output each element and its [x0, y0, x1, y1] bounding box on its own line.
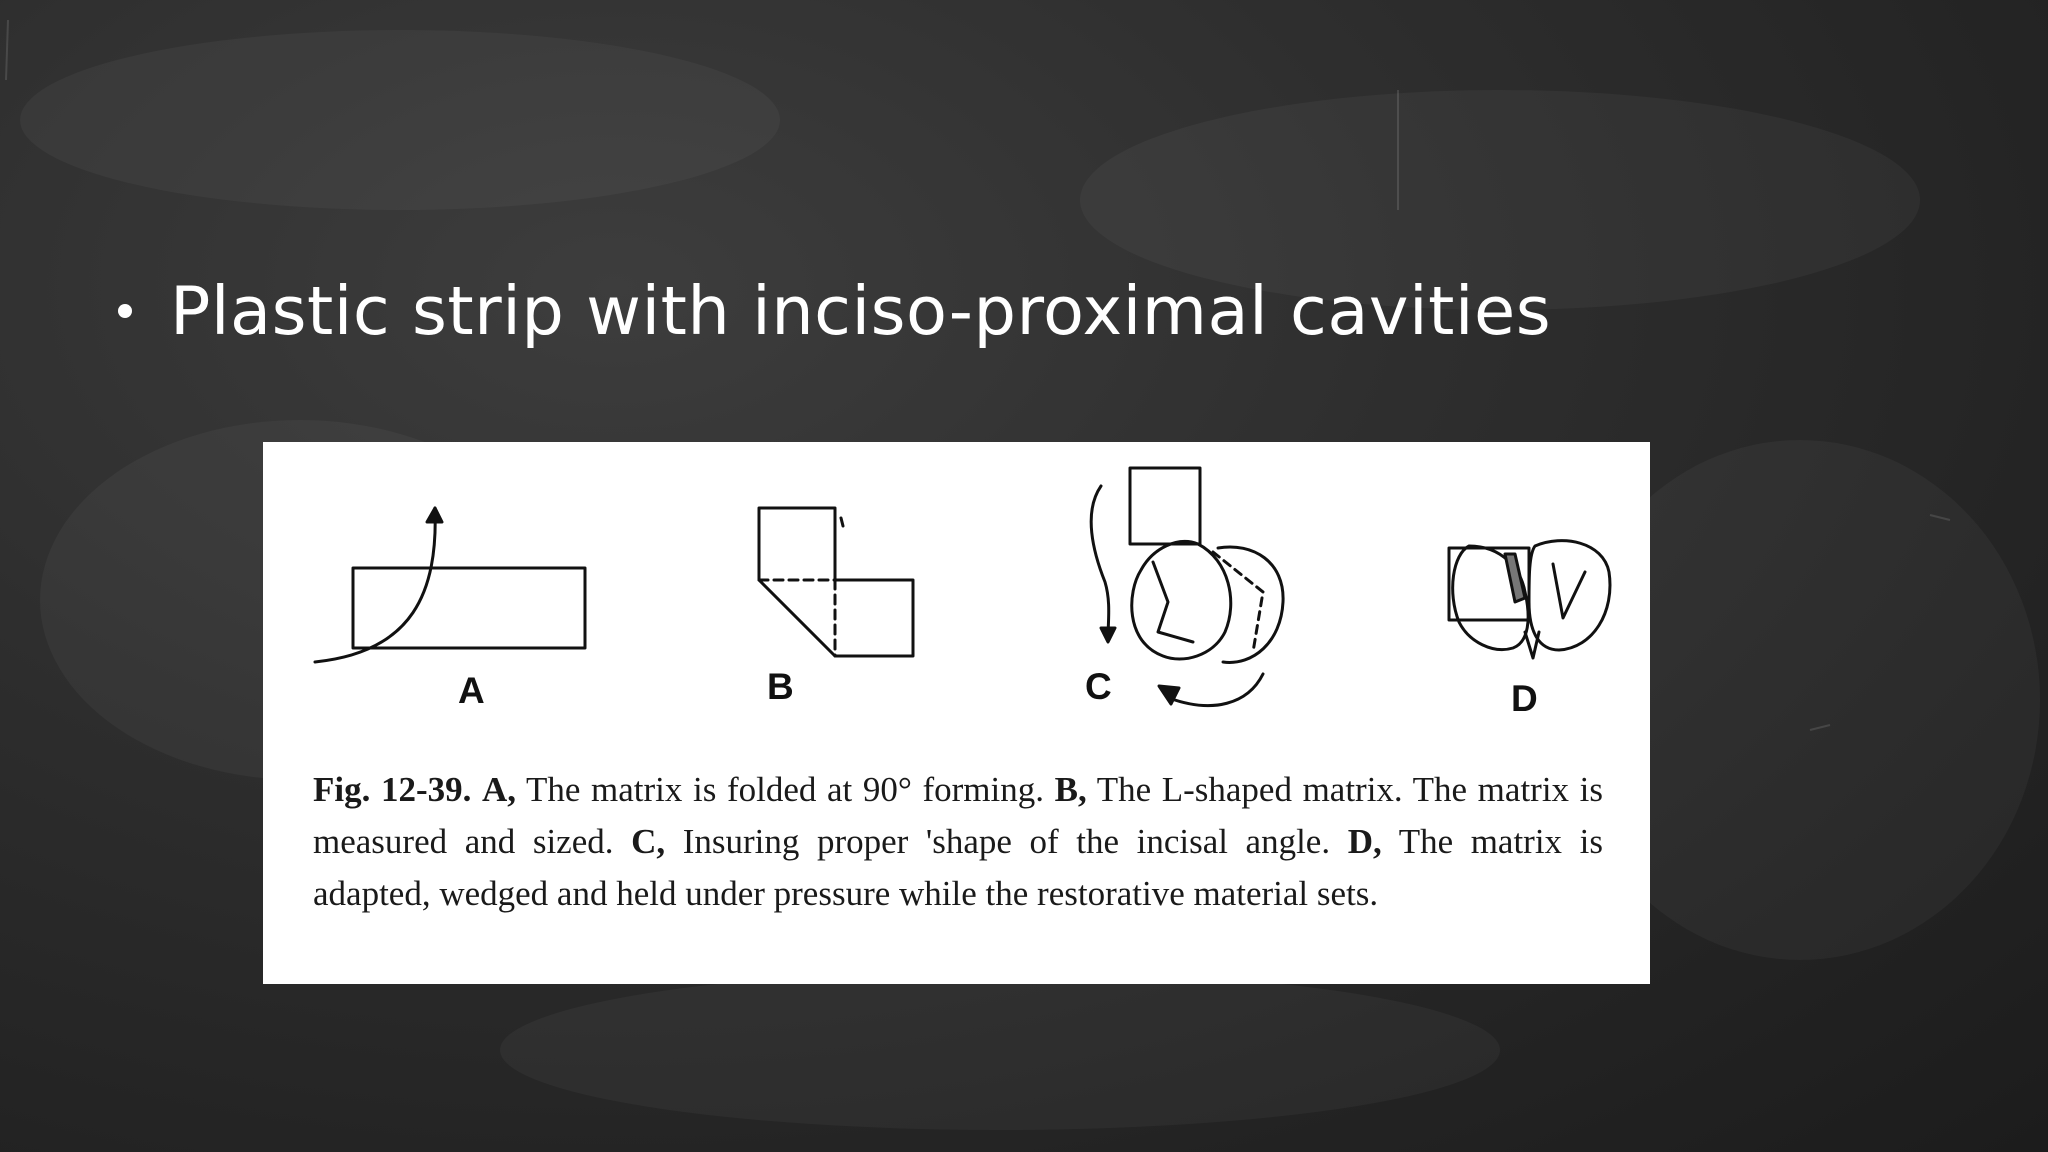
caption-part-b-text: The L-shaped matrix. The matrix is measured and sized. — [313, 770, 1603, 861]
caption-part-a-label: A, — [482, 770, 517, 809]
panel-c-illustration — [1091, 468, 1283, 706]
panel-c-label: C — [1085, 666, 1112, 707]
panel-b-label: B — [767, 666, 794, 707]
caption-part-d-label: D, — [1347, 822, 1382, 861]
caption-part-b-label: B, — [1054, 770, 1087, 809]
caption-part-c-label: C, — [631, 822, 666, 861]
panel-d-illustration — [1449, 541, 1610, 658]
panel-a-label: A — [458, 670, 485, 711]
panel-b-illustration — [759, 508, 913, 656]
caption-part-a-text: The matrix is folded at 90° forming. — [526, 770, 1044, 809]
caption-figure-number: Fig. 12-39. — [313, 770, 472, 809]
bullet-text: Plastic strip with inciso-proximal cavities — [170, 272, 1552, 350]
caption-part-c-text: Insuring proper 'shape of the incisal angle. — [682, 822, 1331, 861]
panel-a-illustration — [315, 508, 585, 662]
bullet-item — [118, 272, 1551, 350]
figure-caption — [313, 764, 1603, 920]
caption-part-d-text: The matrix is adapted, wedged and held under pressure while the restorative material sets. — [313, 822, 1603, 913]
figure-image — [263, 442, 1650, 984]
bullet-icon — [118, 304, 132, 318]
panel-d-label: D — [1511, 678, 1538, 719]
